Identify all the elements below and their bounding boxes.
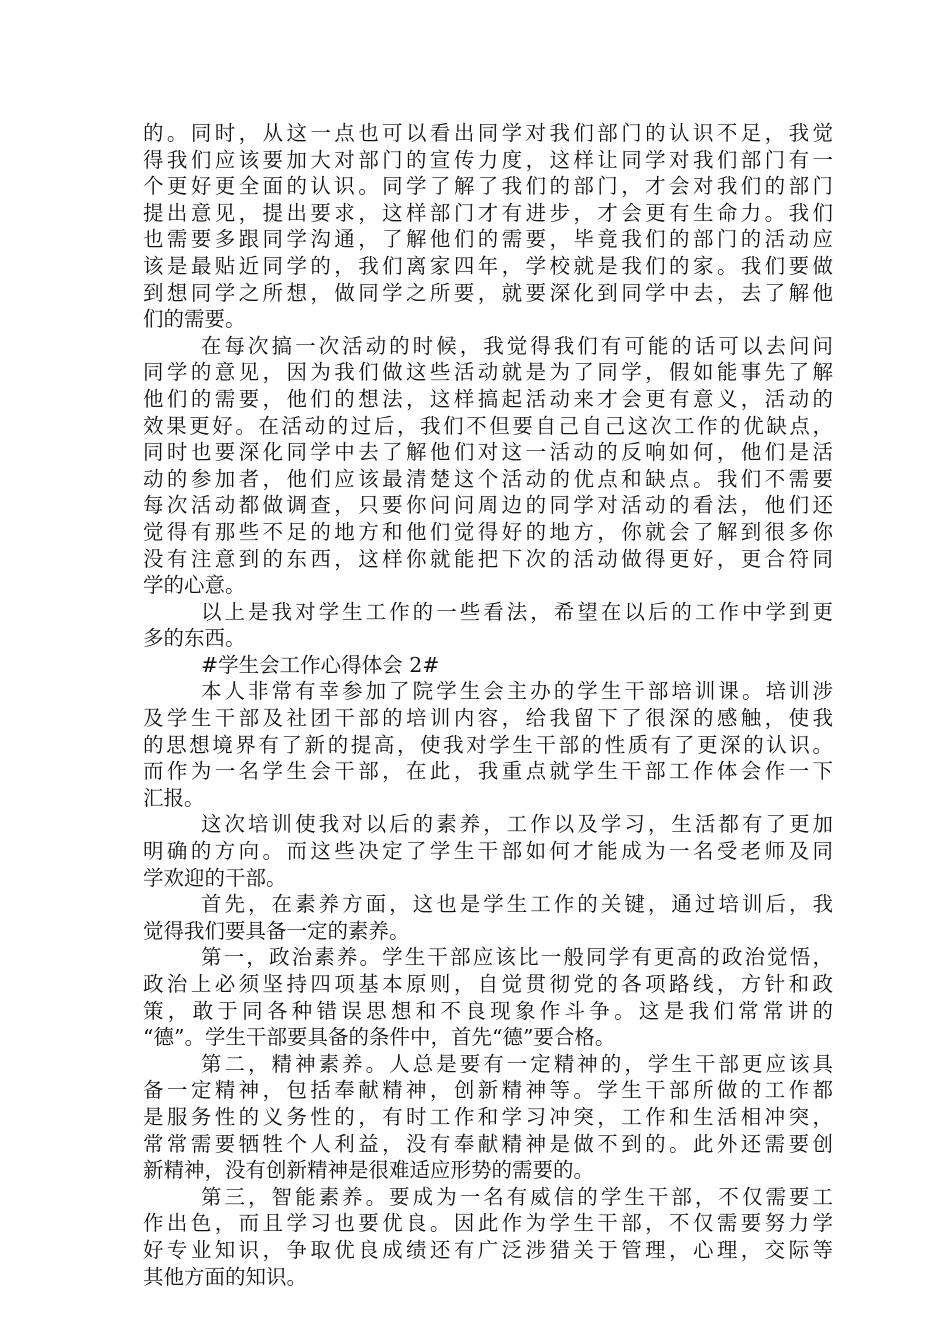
text-line: 同时也要深化同学中去了解他们对这一活动的反响如何，他们是活 [143,440,833,465]
text-line: 新精神，没有创新精神是很难适应形势的需要的。 [143,1158,594,1183]
text-line: 没有注意到的东西，这样你就能把下次的活动做得更好，更合符同 [143,546,833,571]
text-line: 而作为一名学生会干部，在此，我重点就学生干部工作体会作一下 [143,759,833,784]
text-line: 明确的方向。而这些决定了学生干部如何才能成为一名受老师及同 [143,839,833,864]
document-body [143,120,833,1290]
text-line: 汇报。 [143,785,205,810]
text-line: 在每次搞一次活动的时候，我觉得我们有可能的话可以去问问 [201,333,833,358]
text-line: 第三，智能素养。要成为一名有威信的学生干部，不仅需要工 [201,1184,833,1209]
text-line: 每次活动都做调查，只要你问问周边的同学对活动的看法，他们还 [143,493,833,518]
text-line: 个更好更全面的认识。同学了解了我们的部门，才会对我们的部门 [143,174,833,199]
text-line: 也需要多跟同学沟通，了解他们的需要，毕竟我们的部门的活动应 [143,227,833,252]
text-line: 本人非常有幸参加了院学生会主办的学生干部培训课。培训涉 [201,679,833,704]
text-line: 觉得我们要具备一定的素养。 [143,918,410,943]
text-line: 觉得有那些不足的地方和他们觉得好的地方，你就会了解到很多你 [143,519,833,544]
text-line: 政治上必须坚持四项基本原则，自觉贯彻党的各项路线，方针和政 [143,972,833,996]
text-line: 得我们应该要加大对部门的宣传力度，这样让同学对我们部门有一 [143,147,833,172]
text-line: 多的东西。 [143,626,246,651]
text-line: 策，敢于同各种错误思想和不良现象作斗争。这是我们常常讲的 [143,998,833,1023]
text-line: 首先，在素养方面，这也是学生工作的关键，通过培训后，我 [201,892,833,917]
text-line: 第二，精神素养。人总是要有一定精神的，学生干部更应该具 [201,1051,833,1076]
text-line: 是服务性的义务性的，有时工作和学习冲突，工作和生活相冲突， [143,1104,833,1129]
text-line: 提出意见，提出要求，这样部门才有进步，才会更有生命力。我们 [143,200,833,225]
text-line: 好专业知识，争取优良成绩还有广泛涉猎关于管理，心理，交际等 [143,1237,833,1262]
text-line: 的。同时，从这一点也可以看出同学对我们部门的认识不足，我觉 [143,121,833,145]
text-line: 学的心意。 [143,573,246,598]
text-line: 们的需要。 [143,307,246,332]
text-line: #学生会工作心得体会 2# [201,652,440,677]
text-line: 其他方面的知识。 [143,1264,307,1289]
text-line: 以上是我对学生工作的一些看法，希望在以后的工作中学到更 [201,599,833,624]
text-line: 到想同学之所想，做同学之所要，就要深化到同学中去，去了解他 [143,280,833,305]
text-line: 第一，政治素养。学生干部应该比一般同学有更高的政治觉悟， [201,945,833,970]
text-line: 及学生干部及社团干部的培训内容，给我留下了很深的感触，使我 [143,706,833,731]
text-line: 学欢迎的干部。 [143,865,287,890]
text-line: 他们的需要，他们的想法，这样搞起活动来才会更有意义，活动的 [143,386,833,411]
text-line: 同学的意见，因为我们做这些活动就是为了同学，假如能事先了解 [143,360,833,385]
text-line: 该是最贴近同学的，我们离家四年，学校就是我们的家。我们要做 [143,253,833,278]
text-line: “德”。学生干部要具备的条件中，首先“德”要合格。 [143,1025,616,1050]
text-line: 动的参加者，他们应该最清楚这个活动的优点和缺点。我们不需要 [143,466,833,491]
text-line: 常常需要牺牲个人利益，没有奉献精神是做不到的。此外还需要创 [143,1131,833,1156]
text-line: 的思想境界有了新的提高，使我对学生干部的性质有了更深的认识。 [143,732,833,757]
text-line: 作出色，而且学习也要优良。因此作为学生干部，不仅需要努力学 [143,1211,833,1236]
text-line: 备一定精神，包括奉献精神，创新精神等。学生干部所做的工作都 [143,1078,833,1103]
text-line: 这次培训使我对以后的素养，工作以及学习，生活都有了更加 [201,812,833,837]
text-line: 效果更好。在活动的过后，我们不但要自己自己这次工作的优缺点， [143,413,833,438]
